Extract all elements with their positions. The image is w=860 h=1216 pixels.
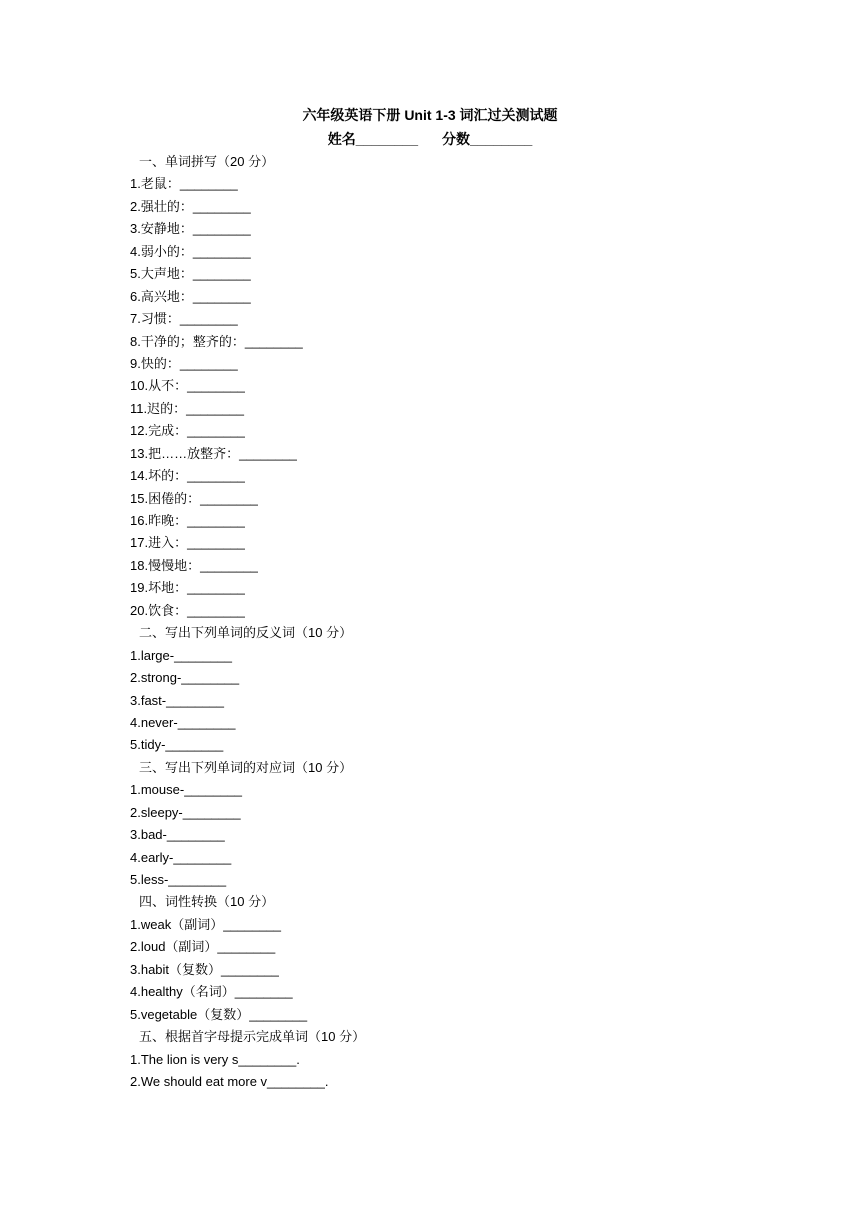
question-item: 3.fast-________ — [130, 692, 224, 708]
question-item: 1.weak（副词）________ — [130, 916, 282, 932]
question-item: 2.strong-________ — [130, 670, 240, 686]
question-item: 1.large-________ — [130, 647, 232, 663]
question-item: 2.强壮的：________ — [130, 198, 251, 214]
question-item: 4.弱小的：________ — [130, 243, 251, 259]
name-score-line — [0, 130, 860, 148]
question-item: 4.never-________ — [130, 714, 236, 730]
question-item: 4.early-________ — [130, 849, 232, 865]
question-item: 4.healthy（名词）________ — [130, 984, 293, 1000]
question-item: 9.快的：________ — [130, 355, 238, 371]
question-item: 3.habit（复数）________ — [130, 961, 279, 977]
question-item: 1.The lion is very s________. — [130, 1051, 300, 1067]
question-item: 2.sleepy-________ — [130, 804, 241, 820]
page-title: 六年级英语下册 Unit 1-3 词汇过关测试题 — [302, 107, 558, 123]
question-item: 6.高兴地：________ — [130, 288, 251, 304]
question-item: 12.完成：________ — [130, 423, 245, 439]
question-item: 2.loud（副词）________ — [130, 939, 276, 955]
section-heading: 五、根据首字母提示完成单词（10 分） — [139, 1029, 366, 1045]
question-item: 5.vegetable（复数）________ — [130, 1006, 308, 1022]
section-heading: 一、单词拼写（20 分） — [139, 154, 275, 169]
question-item: 7.习惯：________ — [130, 311, 238, 327]
question-item: 3.bad-________ — [130, 827, 225, 843]
question-item: 10.从不：________ — [130, 378, 245, 394]
question-item: 1.mouse-________ — [130, 782, 243, 798]
name-field-label: 姓名________ — [327, 131, 418, 147]
question-item: 20.饮食：________ — [130, 602, 245, 618]
section-heading: 二、写出下列单词的反义词（10 分） — [139, 625, 353, 641]
question-item: 18.慢慢地：________ — [130, 557, 258, 573]
question-item: 15.困倦的：________ — [130, 490, 258, 506]
worksheet-content — [130, 151, 770, 1093]
question-item: 16.昨晚：________ — [130, 513, 245, 528]
section-heading: 三、写出下列单词的对应词（10 分） — [139, 759, 353, 775]
question-item: 14.坏的：________ — [130, 468, 245, 484]
question-item: 17.进入：________ — [130, 535, 245, 551]
question-item: 3.安静地：________ — [130, 221, 251, 237]
score-field-label: 分数________ — [442, 131, 533, 147]
question-item: 5.tidy-________ — [130, 737, 224, 753]
question-item: 5.less-________ — [130, 872, 227, 887]
question-item: 13.把……放整齐：________ — [130, 445, 297, 461]
question-item: 19.坏地：________ — [130, 580, 245, 596]
question-item: 8.干净的；整齐的：________ — [130, 333, 303, 349]
section-heading: 四、词性转换（10 分） — [139, 894, 275, 910]
question-item: 2.We should eat more v________. — [130, 1073, 329, 1089]
question-item: 5.大声地：________ — [130, 266, 251, 282]
question-item: 1.老鼠：________ — [130, 176, 238, 192]
question-item: 11.迟的：________ — [130, 400, 244, 416]
